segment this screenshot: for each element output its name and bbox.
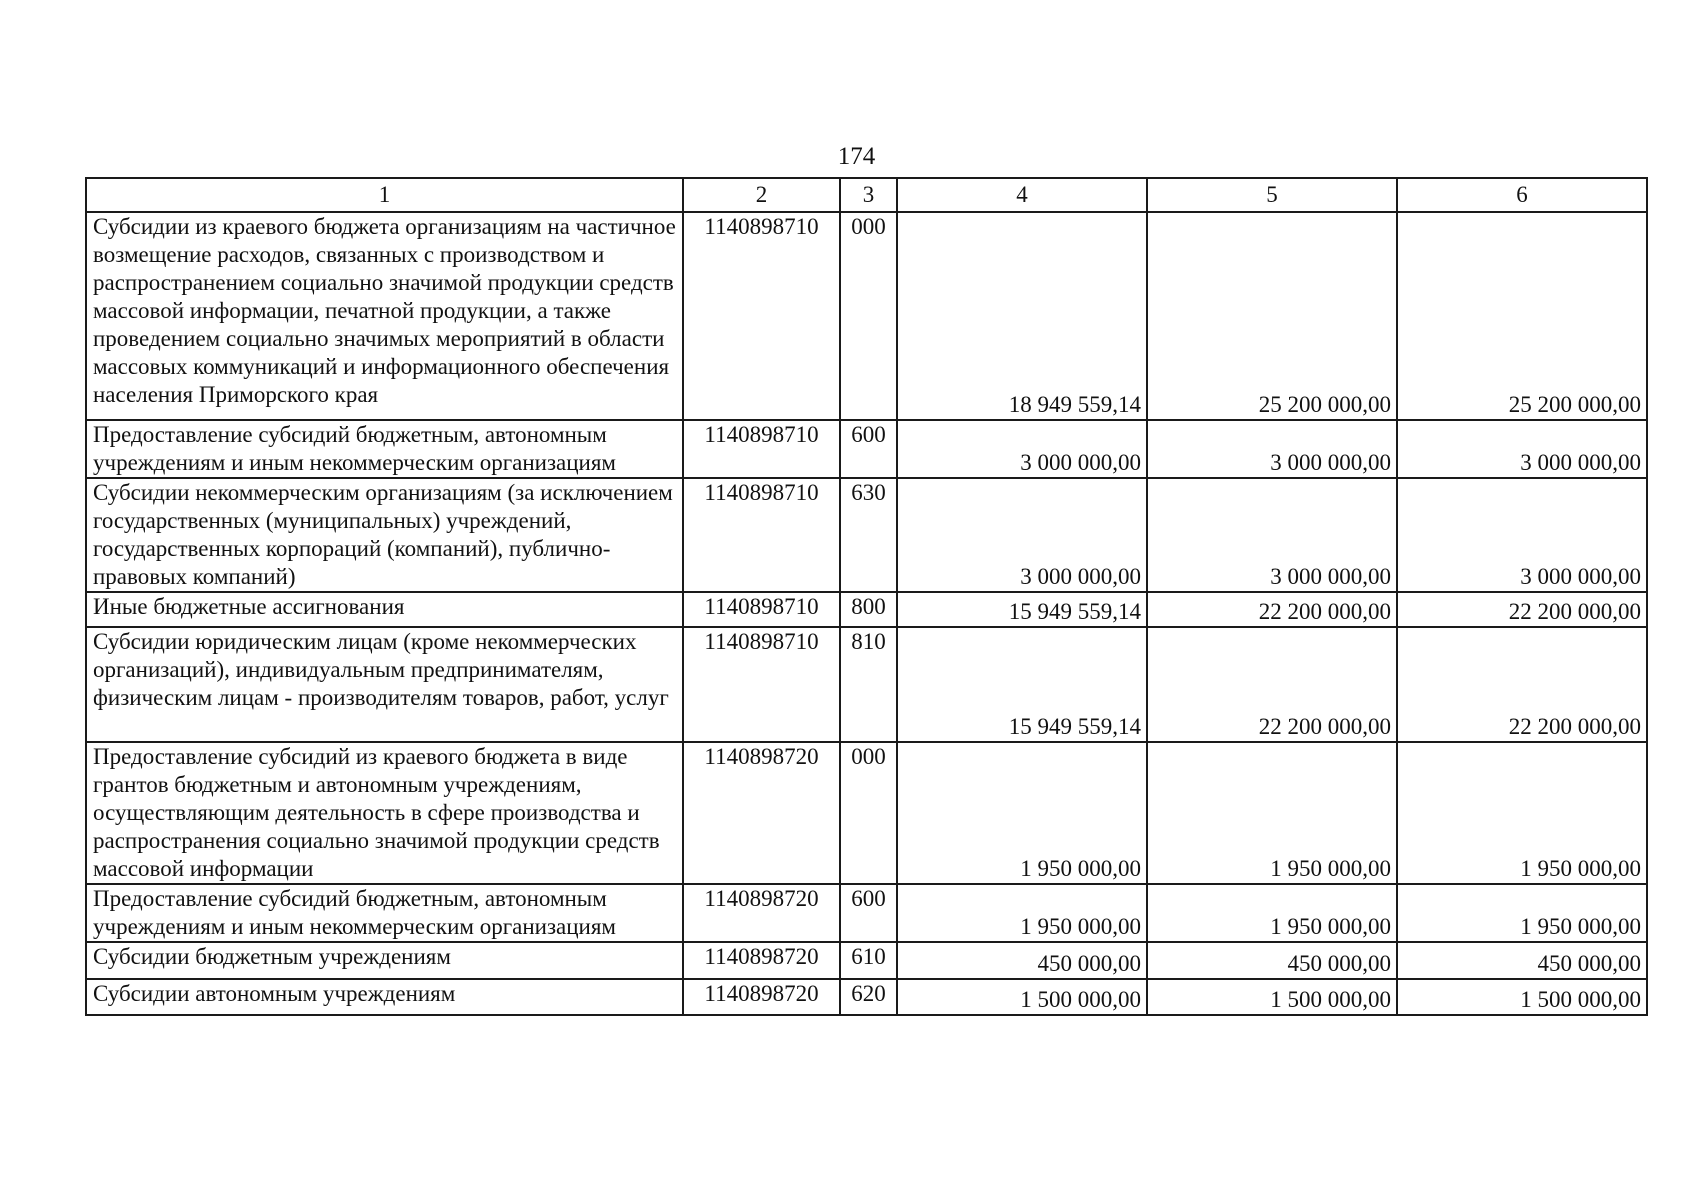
table-row (86, 942, 1647, 979)
expense-type-code: 000 (840, 212, 897, 420)
expense-type-code: 800 (840, 592, 897, 627)
value-col-5: 1 500 000,00 (1147, 979, 1397, 1015)
target-code: 1140898710 (683, 212, 840, 420)
expense-type-code: 630 (840, 478, 897, 592)
expense-type-code: 610 (840, 942, 897, 979)
value-col-4: 1 500 000,00 (897, 979, 1147, 1015)
value-col-4: 18 949 559,14 (897, 212, 1147, 420)
table-row (86, 742, 1647, 884)
row-name: Предоставление субсидий из краевого бюджета в виде грантов бюджетным и автономным учреждениям, осуществляющим деятельность в сфере производства и распространения социально значимой продукции средств массовой информации (86, 742, 683, 884)
value-col-6: 450 000,00 (1397, 942, 1647, 979)
value-col-6: 25 200 000,00 (1397, 212, 1647, 420)
value-col-4: 15 949 559,14 (897, 592, 1147, 627)
target-code: 1140898710 (683, 420, 840, 478)
row-name: Иные бюджетные ассигнования (86, 592, 683, 627)
row-name: Субсидии юридическим лицам (кроме некоммерческих организаций), индивидуальным предпринимателям, физическим лицам - производителям товаров, работ, услуг (86, 627, 683, 742)
target-code: 1140898720 (683, 942, 840, 979)
table-row (86, 884, 1647, 942)
expense-type-code: 620 (840, 979, 897, 1015)
target-code: 1140898710 (683, 627, 840, 742)
row-name: Предоставление субсидий бюджетным, автономным учреждениям и иным некоммерческим организациям (86, 420, 683, 478)
value-col-4: 1 950 000,00 (897, 884, 1147, 942)
value-col-5: 22 200 000,00 (1147, 592, 1397, 627)
target-code: 1140898720 (683, 884, 840, 942)
value-col-5: 450 000,00 (1147, 942, 1397, 979)
target-code: 1140898710 (683, 478, 840, 592)
table-header-row (86, 178, 1647, 212)
table-row (86, 627, 1647, 742)
value-col-4: 1 950 000,00 (897, 742, 1147, 884)
column-header: 3 (840, 178, 897, 212)
value-col-5: 25 200 000,00 (1147, 212, 1397, 420)
value-col-6: 3 000 000,00 (1397, 478, 1647, 592)
value-col-5: 1 950 000,00 (1147, 884, 1397, 942)
value-col-6: 22 200 000,00 (1397, 592, 1647, 627)
row-name: Субсидии бюджетным учреждениям (86, 942, 683, 979)
value-col-6: 1 950 000,00 (1397, 742, 1647, 884)
expense-type-code: 600 (840, 884, 897, 942)
column-header: 4 (897, 178, 1147, 212)
value-col-5: 22 200 000,00 (1147, 627, 1397, 742)
expense-type-code: 600 (840, 420, 897, 478)
target-code: 1140898710 (683, 592, 840, 627)
expense-type-code: 810 (840, 627, 897, 742)
value-col-6: 1 500 000,00 (1397, 979, 1647, 1015)
table-row (86, 478, 1647, 592)
value-col-6: 1 950 000,00 (1397, 884, 1647, 942)
value-col-6: 3 000 000,00 (1397, 420, 1647, 478)
table-row (86, 979, 1647, 1015)
target-code: 1140898720 (683, 979, 840, 1015)
value-col-4: 3 000 000,00 (897, 478, 1147, 592)
budget-table (85, 177, 1648, 1016)
value-col-6: 22 200 000,00 (1397, 627, 1647, 742)
row-name: Предоставление субсидий бюджетным, автономным учреждениям и иным некоммерческим организациям (86, 884, 683, 942)
expense-type-code: 000 (840, 742, 897, 884)
column-header: 6 (1397, 178, 1647, 212)
value-col-5: 1 950 000,00 (1147, 742, 1397, 884)
column-header: 1 (86, 178, 683, 212)
value-col-4: 15 949 559,14 (897, 627, 1147, 742)
table-row (86, 420, 1647, 478)
value-col-5: 3 000 000,00 (1147, 420, 1397, 478)
row-name: Субсидии некоммерческим организациям (за исключением государственных (муниципальных) учреждений, государственных корпораций (компаний), публично-правовых компаний) (86, 478, 683, 592)
column-header: 2 (683, 178, 840, 212)
table-row (86, 212, 1647, 420)
page-number: 174 (837, 143, 876, 170)
table-row (86, 592, 1647, 627)
row-name: Субсидии автономным учреждениям (86, 979, 683, 1015)
value-col-4: 450 000,00 (897, 942, 1147, 979)
value-col-5: 3 000 000,00 (1147, 478, 1397, 592)
value-col-4: 3 000 000,00 (897, 420, 1147, 478)
column-header: 5 (1147, 178, 1397, 212)
row-name: Субсидии из краевого бюджета организациям на частичное возмещение расходов, связанных с производством и распространением социально значимой продукции средств массовой информации, печатной продукции, а также проведением социально значимых мероприятий в области массовых коммуникаций и информационного обеспечения населения Приморского края (86, 212, 683, 420)
target-code: 1140898720 (683, 742, 840, 884)
